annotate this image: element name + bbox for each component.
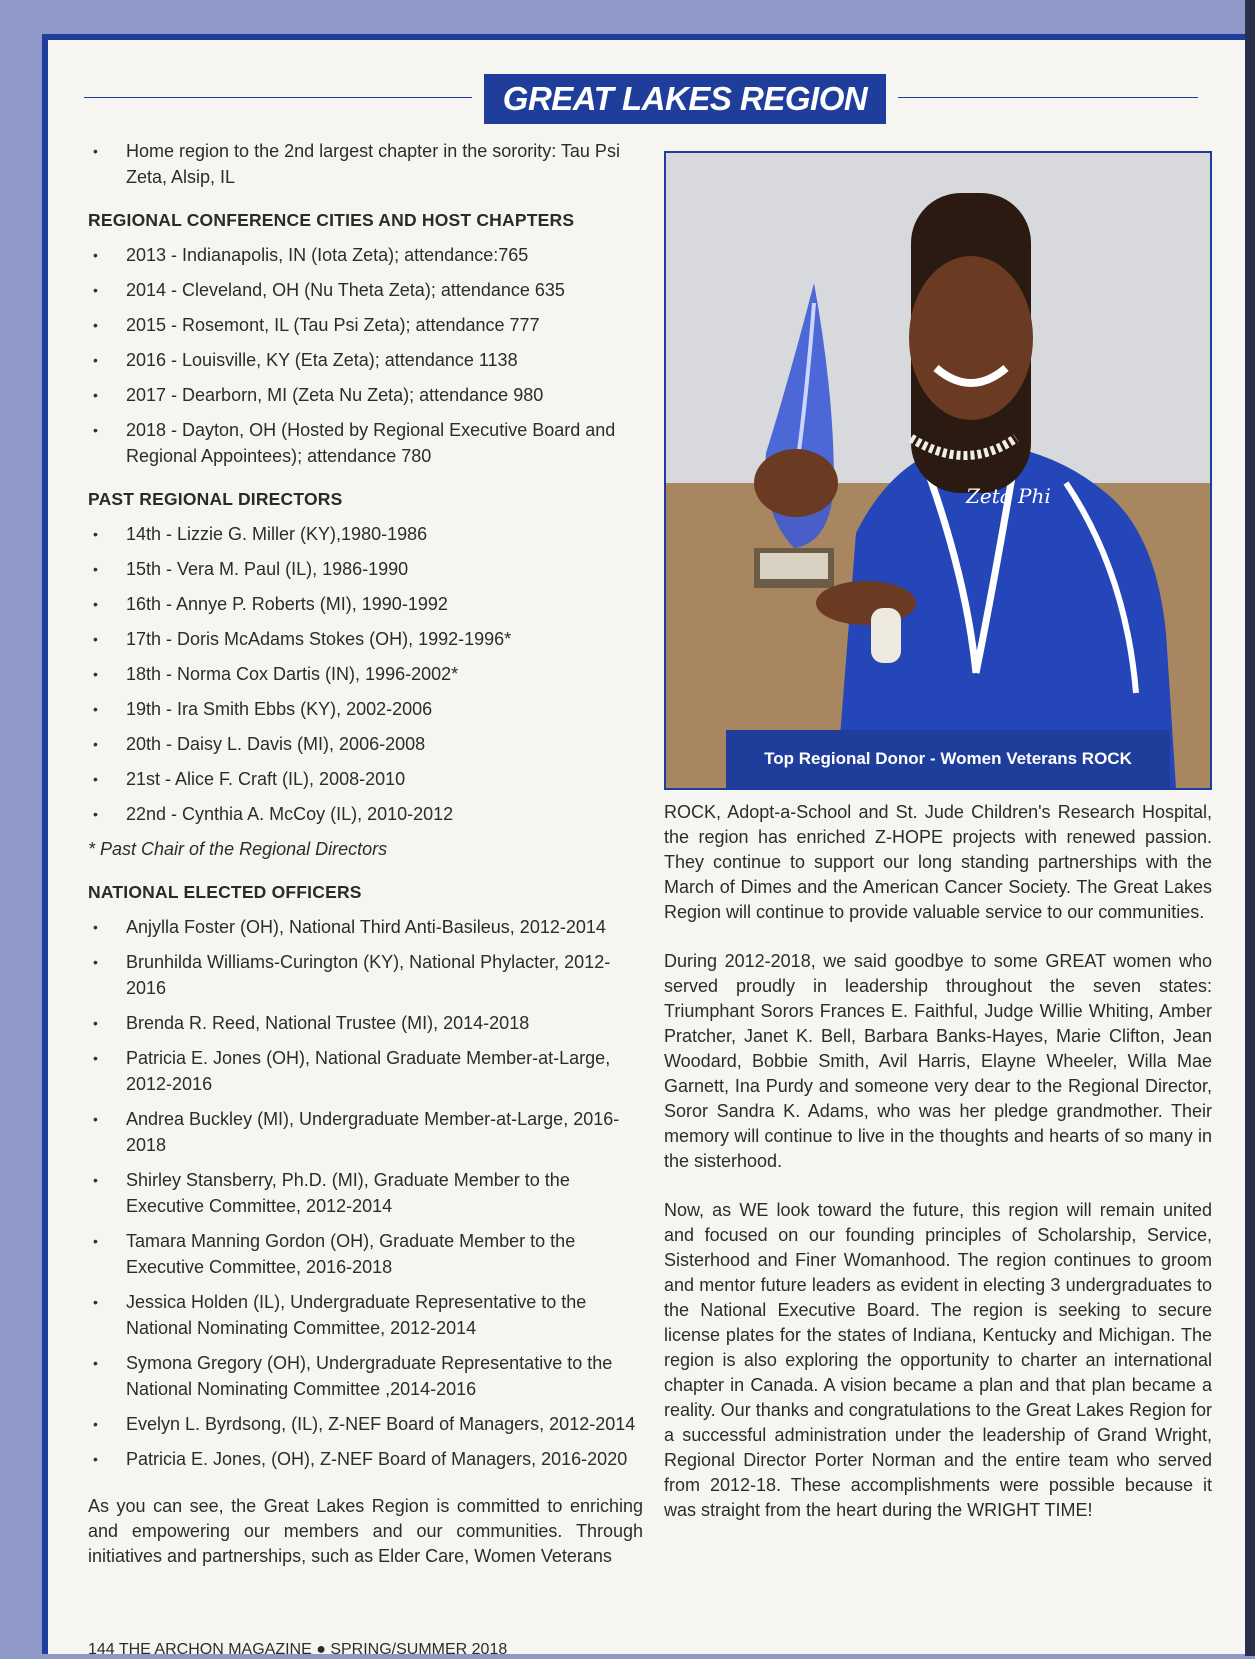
paragraph: During 2012-2018, we said goodbye to some GREAT women who served proudly in leadership throughout the seven states: Triumphant Sorors Frances E. Faithful, Judge Willie Whiting, Amber Pratcher, Janet K. Bell, Barbara Banks-Hayes, Marie Clifton, Jean Woodard, Bobbie Smith, Avil Harris, Elayne Wheeler, Willa Mae Garnett, Ina Purdy and someone very dear to the Regional Director, Soror Sandra K. Adams, who was her pledge grandmother. Their memory will continue to live in the thoughts and hearts of so many in the sisterhood. — [664, 951, 1212, 1171]
list-item: • 2017 - Dearborn, MI (Zeta Nu Zeta); attendance 980 — [88, 382, 643, 408]
list-item: • Home region to the 2nd largest chapter in the sorority: Tau Psi Zeta, Alsip, IL — [88, 138, 643, 190]
closing-paragraph-left: As you can see, the Great Lakes Region is committed to enriching and empowering our members and our communities. Through initiatives and partnerships, such as Elder Care, Women Veterans — [88, 1496, 643, 1566]
list-item: • Anjylla Foster (OH), National Third Anti-Basileus, 2012-2014 — [88, 914, 643, 940]
list-item: • 2014 - Cleveland, OH (Nu Theta Zeta); attendance 635 — [88, 277, 643, 303]
directors-list — [88, 521, 643, 827]
list-item: • 21st - Alice F. Craft (IL), 2008-2010 — [88, 766, 643, 792]
left-column — [88, 138, 643, 1569]
page-footer: 144 THE ARCHON MAGAZINE ● SPRING/SUMMER 2018 — [88, 1641, 508, 1658]
directors-heading: PAST REGIONAL DIRECTORS — [88, 489, 343, 509]
list-item: • Symona Gregory (OH), Undergraduate Representative to the National Nominating Committee ,2014-2016 — [88, 1350, 643, 1402]
list-item: • Shirley Stansberry, Ph.D. (MI), Graduate Member to the Executive Committee, 2012-2014 — [88, 1167, 643, 1219]
list-item: • 15th - Vera M. Paul (IL), 1986-1990 — [88, 556, 643, 582]
list-item: • Jessica Holden (IL), Undergraduate Representative to the National Nominating Committee, 2012-2014 — [88, 1289, 643, 1341]
list-item: • 2013 - Indianapolis, IN (Iota Zeta); attendance:765 — [88, 242, 643, 268]
photo-illustration — [666, 153, 1210, 788]
title-rule-right — [898, 97, 1198, 98]
photo-caption: Top Regional Donor - Women Veterans ROCK — [726, 730, 1170, 788]
directors-note: * Past Chair of the Regional Directors — [88, 839, 388, 859]
sweater-lettering: Zeta Phi — [966, 484, 1051, 508]
title-rule-left — [84, 97, 472, 98]
list-item: • 17th - Doris McAdams Stokes (OH), 1992-1996* — [88, 626, 643, 652]
list-item: • Andrea Buckley (MI), Undergraduate Member-at-Large, 2016-2018 — [88, 1106, 643, 1158]
list-item: • 2018 - Dayton, OH (Hosted by Regional Executive Board and Regional Appointees); attendance 780 — [88, 417, 643, 469]
award-photo — [664, 151, 1212, 790]
magazine-page — [42, 34, 1247, 1658]
list-item: • Brenda R. Reed, National Trustee (MI), 2014-2018 — [88, 1010, 643, 1036]
list-item: • 2015 - Rosemont, IL (Tau Psi Zeta); attendance 777 — [88, 312, 643, 338]
right-column — [664, 800, 1212, 1547]
list-item: • 20th - Daisy L. Davis (MI), 2006-2008 — [88, 731, 643, 757]
paragraph: ROCK, Adopt-a-School and St. Jude Children's Research Hospital, the region has enriched Z-HOPE projects with renewed passion. They continue to support our long standing partnerships with the March of Dimes and the American Cancer Society. The Great Lakes Region will continue to provide valuable service to our communities. — [664, 802, 1212, 922]
list-item: • Patricia E. Jones, (OH), Z-NEF Board of Managers, 2016-2020 — [88, 1446, 643, 1472]
list-item: • Tamara Manning Gordon (OH), Graduate Member to the Executive Committee, 2016-2018 — [88, 1228, 643, 1280]
list-item: • 19th - Ira Smith Ebbs (KY), 2002-2006 — [88, 696, 643, 722]
page-title: GREAT LAKES REGION — [484, 74, 886, 124]
paragraph: Now, as WE look toward the future, this region will remain united and focused on our founding principles of Scholarship, Service, Sisterhood and Finer Womanhood. The region continues to groom and mentor future leaders as evident in electing 3 undergraduates to the National Executive Board. The region is seeking to secure license plates for the states of Indiana, Kentucky and Michigan. The region is also exploring the opportunity to charter an international chapter in Canada. A vision became a plan and that plan became a reality. Our thanks and congratulations to the Great Lakes Region for a successful administration under the leadership of Grand Wright, Regional Director Porter Norman and the entire team who served from 2012-18. These accomplishments were possible because it was straight from the heart during the WRIGHT TIME! — [664, 1200, 1212, 1520]
list-item: • 2016 - Louisville, KY (Eta Zeta); attendance 1138 — [88, 347, 643, 373]
binding-edge — [1245, 0, 1255, 1656]
conferences-list — [88, 242, 643, 469]
list-item: • 18th - Norma Cox Dartis (IN), 1996-2002* — [88, 661, 643, 687]
conferences-heading: REGIONAL CONFERENCE CITIES AND HOST CHAPTERS — [88, 210, 575, 230]
list-item: • Brunhilda Williams-Curington (KY), National Phylacter, 2012-2016 — [88, 949, 643, 1001]
list-item: • Patricia E. Jones (OH), National Graduate Member-at-Large, 2012-2016 — [88, 1045, 643, 1097]
officers-heading: NATIONAL ELECTED OFFICERS — [88, 882, 362, 902]
list-item: • 14th - Lizzie G. Miller (KY),1980-1986 — [88, 521, 643, 547]
officers-list — [88, 914, 643, 1472]
list-item: • Evelyn L. Byrdsong, (IL), Z-NEF Board of Managers, 2012-2014 — [88, 1411, 643, 1437]
list-item: • 16th - Annye P. Roberts (MI), 1990-1992 — [88, 591, 643, 617]
list-item: • 22nd - Cynthia A. McCoy (IL), 2010-2012 — [88, 801, 643, 827]
intro-list — [88, 138, 643, 190]
